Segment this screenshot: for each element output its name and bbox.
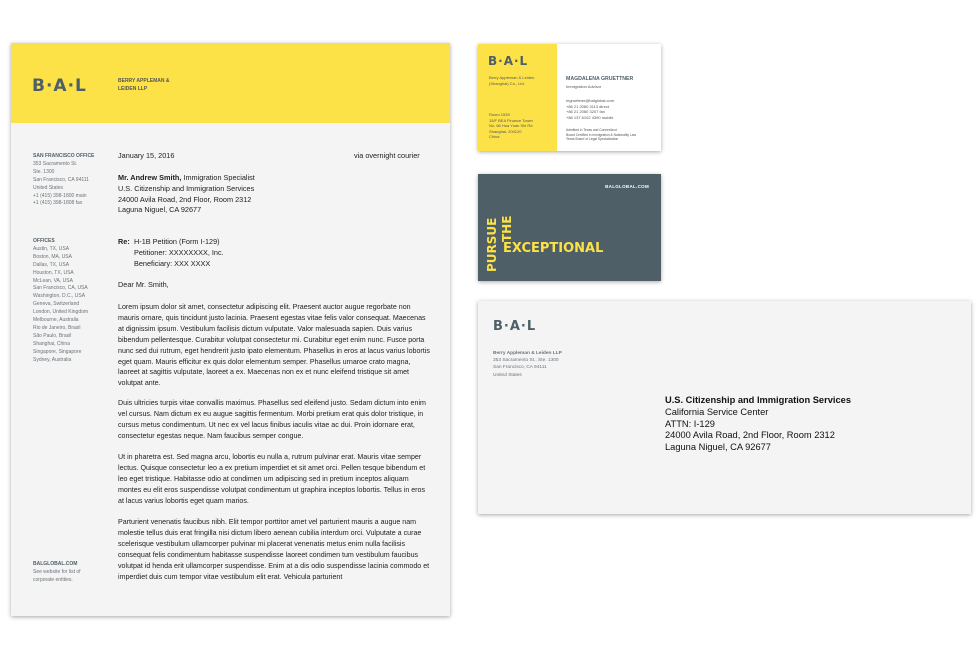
envelope [478,301,971,514]
card-person-name: MAGDALENA GRUETTNER [566,76,634,82]
office-line: Geneva, Switzerland [33,301,80,308]
bal-logo: B·A·L [488,54,529,68]
recipient-title: Immigration Specialist [181,173,255,182]
office-line: Boston, MA, USA [33,253,72,260]
sf-office-heading: SAN FRANCISCO OFFICE [33,153,95,159]
card-email: mgruettner@balglobal.com [566,98,615,103]
office-line: Austin, TX, USA [33,245,70,252]
exceptional-word: EXCEPTIONAL [503,241,604,256]
vertical-word-the: THE [500,215,514,242]
address-line: ATTN: I-129 [665,418,715,429]
salutation: Dear Mr. Smith, [118,280,169,289]
office-line: McLean, VA, USA [33,277,73,284]
delivery-method: via overnight courier [354,151,420,160]
footer-url: BALGLOBAL.COM [33,561,78,567]
card-person-title: Immigration Advisor [566,84,602,89]
addressee: U.S. Citizenship and Immigration Services [665,395,851,405]
office-line: San Francisco, CA, USA [33,285,88,292]
office-line: London, United Kingdom [33,309,89,316]
sf-office-line: +1 (415) 398-1808 fax [33,200,83,207]
vertical-word-pursue: PURSUE [485,217,499,272]
letterhead-sheet [11,43,450,616]
office-line: Houston, TX, USA [33,269,74,276]
card-phone: +86 21 2080 3207 fax [566,109,605,115]
body-paragraph: Lorem ipsum dolor sit amet, consectetur adipiscing elit. Praesent auctor augue regorbate non mauris ornare, quis tincidunt justo lacinia. Praesent egestas vitae felis valor consequat. Maecenas at dignissim ipsum. Vestibulum facilisis dictum vulputate. Valor malesuada sapien. Duis varius bibendum pellentesque. Curabitur volutpat consectetur mi. Curabitur eget enim nunc. Fusce porta nunc sed dui rutrum, eget hendrerit justo ipato elementum. Phasellus in eros at lacus varius lobortis eget quam. Mauris efficitur ex quis dolor elementum semper. Phasellus urnaroe crato magna, laoreet at sagittis vulputate, laoreet a ex. Maecenas non ex et nunc eleifend tristique sit amet volutpat ante. [118,303,430,388]
office-line: Singapore, Singapore [33,348,82,355]
recipient-block [118,173,255,216]
sf-office-line: 353 Sacramento St. [33,160,78,167]
card-phone: +86 137 6102 4390 mobile [566,114,614,120]
office-line: Rio de Janeiro, Brasil [33,324,81,331]
sf-office-line: United States [33,184,64,191]
mailing-address [665,395,851,454]
bal-logo: B·A·L [32,76,87,96]
office-line: São Paulo, Brasil [33,332,72,339]
address-line: California Service Center [665,406,769,417]
address-line: 24000 Avila Road, 2nd Floor, Room 2312 [665,430,835,441]
business-card [478,44,661,151]
firm-name: BERRY APPLEMAN & LEIDEN LLP [118,78,170,92]
bal-logo: B·A·L [493,319,537,334]
sf-office-block [33,153,113,208]
body-paragraph: Ut in pharetra est. Sed magna arcu, lobortis eu nulla a, rutrum pulvinar erat. Mauris vitae semper lectus. Quisque consectetur leo a ex pretium imperdiet et sit amet orci. Pellen tesque bibendum et leo eget tristique. Habitasse odio at condimen um adipiscing sed in pretium inceptos aliquam montes eu elit eros suspendisse volutpat condimentum ut graphira inceptos lobortis. Tellus in eros at lacus varius lobortis eget quam marios. [118,453,426,505]
footer-note: corporate entities. [33,576,73,583]
re-line: Petitioner: XXXXXXXX, Inc. [134,247,224,257]
letterhead-header-band [11,43,450,123]
recipient-name: Mr. Andrew Smith, [118,173,182,182]
office-line: Washington, D.C., USA [33,293,86,300]
letter-date: January 15, 2016 [118,151,175,160]
return-address: Berry Appleman & Leiden LLP 353 Sacramento St., Ste. 1300 San Francisco, CA 94111 United States [493,351,562,378]
office-line: Melbourne, Australia [33,317,79,324]
recipient-line: Laguna Niguel, CA 92677 [118,205,202,215]
re-label: Re: [118,237,130,246]
offices-block [33,238,113,365]
card-credentials: Admitted in Texas and Connecticut Board Certified in Immigration & Nationality Law Texas Board of Legal Specialization [566,128,636,142]
recipient-line: U.S. Citizenship and Immigration Services [118,183,255,193]
sf-office-line: Ste. 1300 [33,168,55,175]
recipient-line: 24000 Avila Road, 2nd Floor, Room 2312 [118,194,252,204]
letterhead-footer [33,561,113,585]
body-paragraph: Parturient venenatis faucibus nibh. Elit tempor porttitor amet vel parturient mauris a augue nam molestie tellus duis erat fringilla nisi dictum libero aenean cubilia interdum orci. Vulputate a curae scelerisque vestibulum ullamcorper pulvinar mi placerat venenatis metus enim nulla facilisis consequat felis condimentum habitasse suspendisse laoreet condimen tum vestibulum faucibus volutpat id henda erit ullamcorper suspendisse. Enim at a dis odio suspendisse lacinia commodo et imperdiet duis cum tempor vitae vestibulum elit erat. Vehicula parturient [118,518,430,581]
card-contact [566,98,614,120]
sf-office-line: San Francisco, CA 94111 [33,176,89,183]
body-paragraph: Duis ultricies turpis vitae convallis maximus. Phasellus sed eleifend justo. Sedam dictum into enim vel cursus. Nam dictum ex eu augue sagittis fermentum. Morbi pretium erat quis dolor tristique, in cursus metus condimentum. Ut nec ex vel lacus finibus iaculis vitae ac dui. Proin idornare erat, consectetur egestas neque. Nam faucibus semper congue. [118,399,426,440]
re-line: H-1B Petition (Form I-129) [134,237,220,246]
card-phone: +86 21 2080 3113 direct [566,103,609,109]
sf-office-line: +1 (415) 398-1800 main [33,192,87,199]
offices-heading: OFFICES [33,238,55,244]
office-line: Sydney, Australia [33,356,72,363]
footer-note: See website for list of [33,568,81,575]
brand-card-url: BALGLOBAL.COM [605,184,649,189]
re-block [134,237,224,269]
card-address: Room 1539 15/F BEA Finance Tower No. 66 Hua Yuan Shi Rd Shanghai, 200120 China [489,112,533,140]
brand-card [478,174,661,281]
office-line: Dallas, TX, USA [33,261,70,268]
card-firm: Berry Appleman & Leiden (Shanghai) Co., Ltd. [489,75,535,86]
re-line: Beneficiary: XXX XXXX [134,258,211,268]
address-line: Laguna Niguel, CA 92677 [665,442,771,453]
office-line: Shanghai, China [33,340,70,347]
